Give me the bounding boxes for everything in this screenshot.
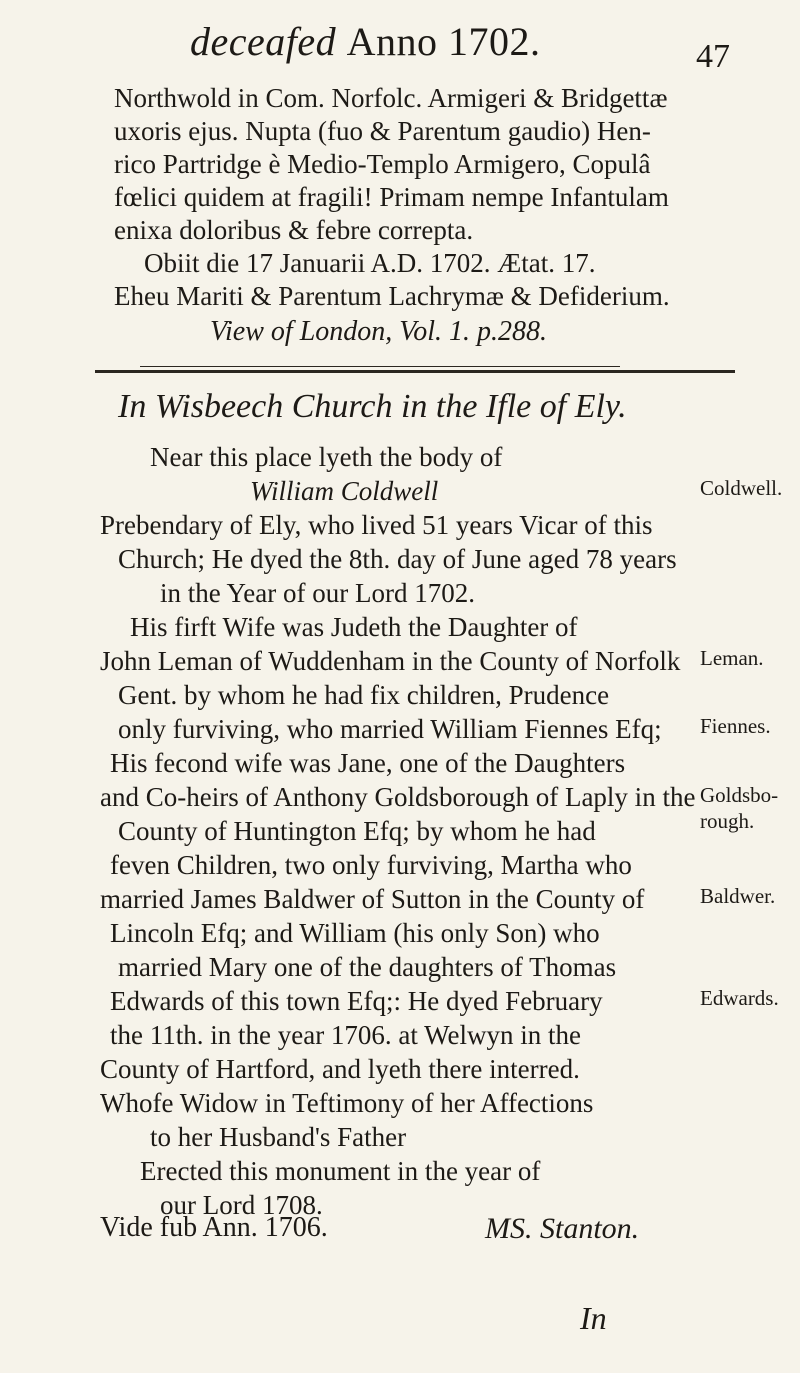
entry2-line: our Lord 1708. [160,1190,323,1220]
entry1-line: rico Partridge è Medio-Templo Armigero, Copulâ [114,149,651,179]
thin-rule [140,366,620,367]
margin-name-coldwell: Coldwell. [700,476,783,500]
entry2-line: feven Children, two only furviving, Martha who [110,850,632,880]
entry2-line: married James Baldwer of Sutton in the County of [100,884,645,914]
entry2-line: County of Huntington Efq; by whom he had [118,816,596,846]
running-title: deceafed Anno 1702. [190,19,541,64]
entry1-line: fœlici quidem at fragili! Primam nempe Infantulam [114,182,669,212]
page-number: 47 [696,38,730,75]
entry2-line: John Leman of Wuddenham in the County of Norfolk [100,646,681,676]
entry2-line: Prebendary of Ely, who lived 51 years Vicar of this [100,510,653,540]
entry2-line: and Co-heirs of Anthony Goldsborough of Laply in the [100,782,696,812]
footer-cross-reference: Vide fub Ann. 1706. [100,1212,328,1243]
entry1-line: Northwold in Com. Norfolc. Armigeri & Bridgettæ [114,83,668,113]
source-citation: View of London, Vol. 1. p.288. [210,316,548,347]
entry1-line: Obiit die 17 Januarii A.D. 1702. Ætat. 17. [144,248,596,278]
entry2-line: Whofe Widow in Teftimony of her Affections [100,1088,594,1118]
divider-rule [95,370,735,373]
entry2-line: His fecond wife was Jane, one of the Daughters [110,748,626,778]
catchword: In [580,1300,607,1336]
entry2-line: Near this place lyeth the body of [150,442,503,472]
margin-name-edwards: Edwards. [700,986,779,1010]
entry2-line: County of Hartford, and lyeth there interred. [100,1054,580,1084]
margin-name-goldsborough: Goldsbo-rough. [700,783,779,833]
entry2-line: in the Year of our Lord 1702. [160,578,475,608]
entry2-line: Church; He dyed the 8th. day of June aged 78 years [118,544,677,574]
entry2-line: Gent. by whom he had fix children, Prudence [118,680,610,710]
entry2-line: Erected this monument in the year of [140,1156,541,1186]
margin-name-baldwer: Baldwer. [700,884,776,908]
running-header [190,18,730,78]
footer-manuscript-source: MS. Stanton. [485,1212,640,1245]
entry1-line: uxoris ejus. Nupta (fuo & Parentum gaudio) Hen- [114,116,651,146]
margin-name-leman: Leman. [700,646,764,670]
entry2-line: His firft Wife was Judeth the Daughter of [130,612,578,642]
epitaph-coldwell [100,440,700,1222]
entry2-line: the 11th. in the year 1706. at Welwyn in the [110,1020,581,1050]
epitaph-northwold [114,82,678,313]
entry2-line: Edwards of this town Efq;: He dyed February [110,986,603,1016]
entry2-line: William Coldwell [250,476,439,506]
entry2-line: to her Husband's Father [150,1122,407,1152]
anno-year: Anno 1702. [346,19,541,64]
entry2-line: married Mary one of the daughters of Thomas [118,952,617,982]
entry1-line: enixa doloribus & febre correpta. [114,215,474,245]
section-title: In Wisbeech Church in the Ifle of Ely. [118,388,627,425]
entry2-line: Lincoln Efq; and William (his only Son) who [110,918,600,948]
entry1-line: Eheu Mariti & Parentum Lachrymæ & Defiderium. [114,281,670,311]
entry2-line: only furviving, who married William Fiennes Efq; [118,714,662,744]
margin-name-fiennes: Fiennes. [700,714,771,738]
